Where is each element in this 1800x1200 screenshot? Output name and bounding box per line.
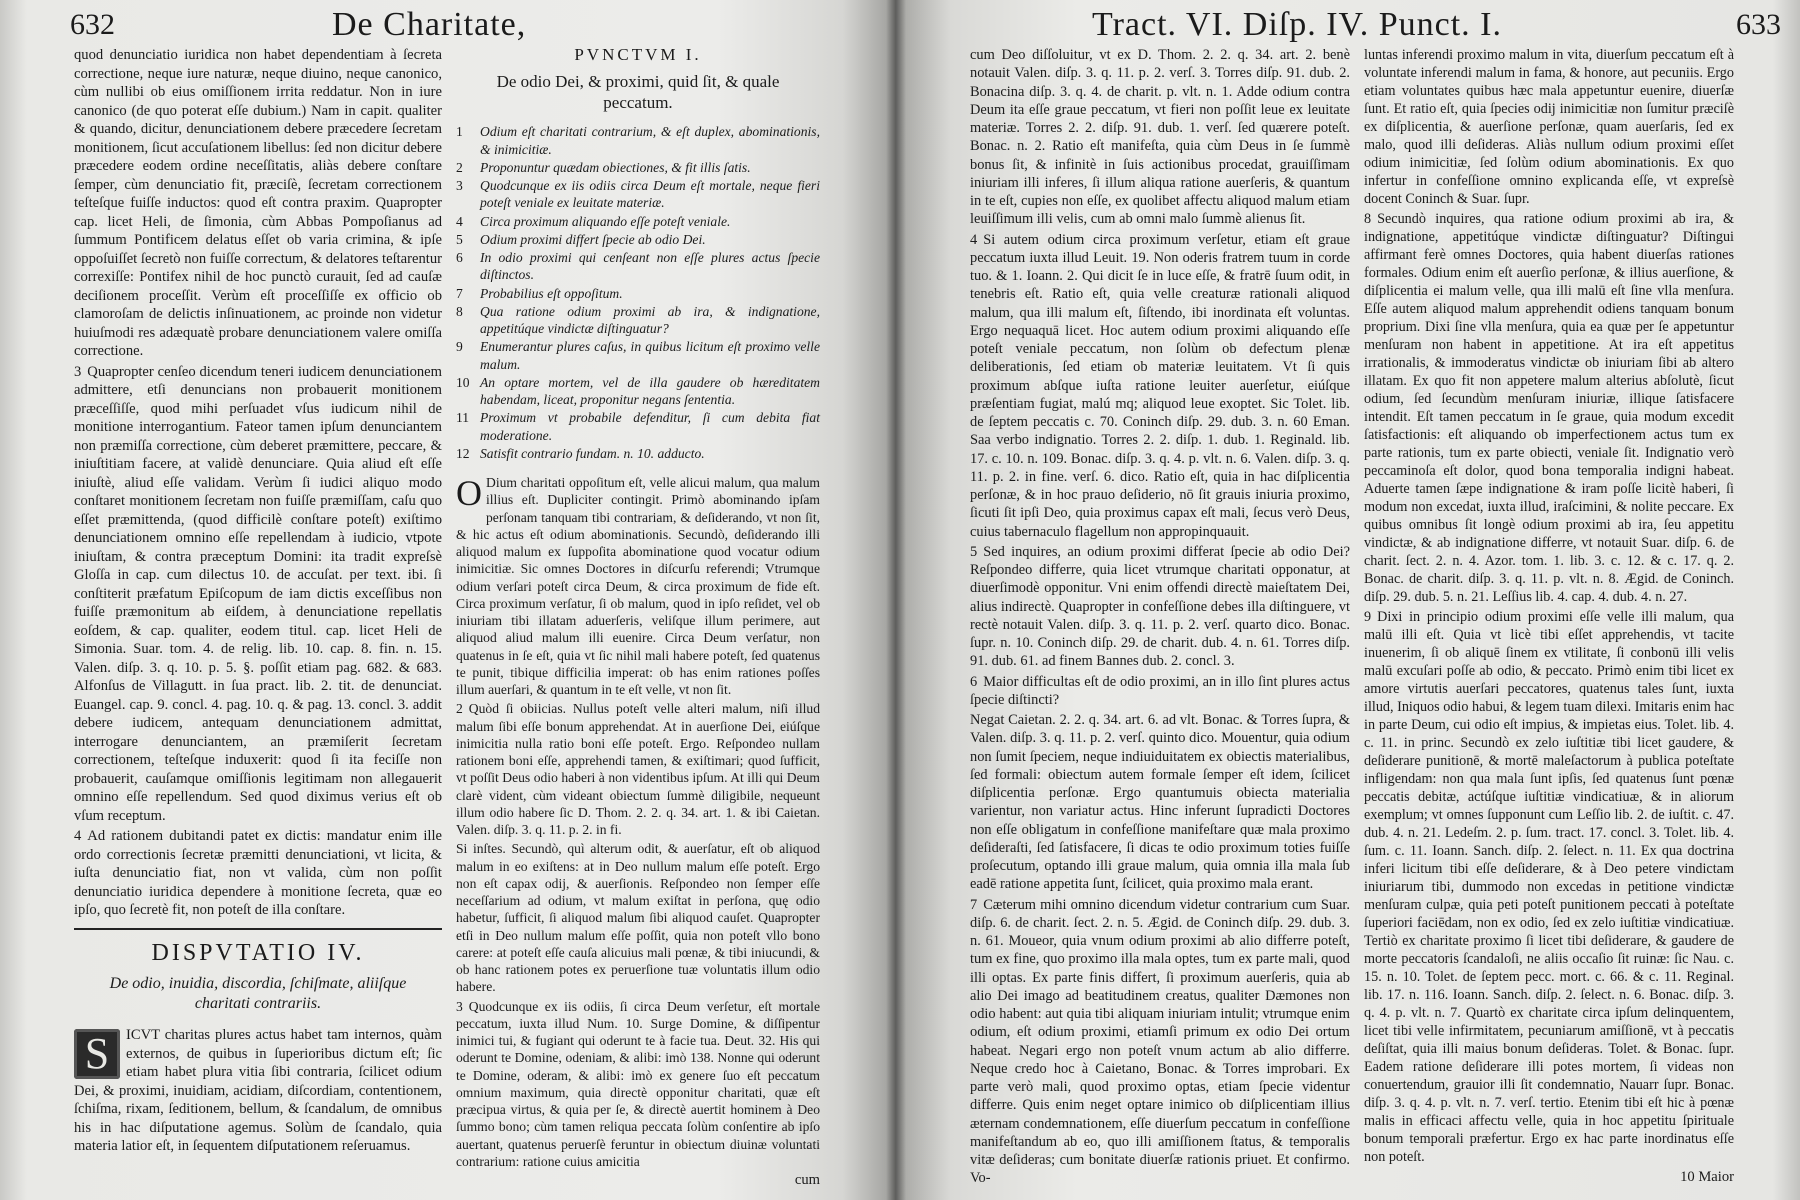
paragraph-number: 9 <box>1364 609 1372 625</box>
paragraph <box>74 46 442 361</box>
paragraph-text: Quapropter cenſeo dicendum teneri iudicem denunciationem admittere, etſi denuncians non probauerit monitionem præceſſiſſe, quod mihi perſuadet vſus iudicum nihil de monitione interrogantium. Fateor tamen ipſum denunciantem non præmiſſa correctione, cùm deberet præmittere, peccare, & iniuſtitiam facere, at validè denunciare. Quia aliud eſt eſſe iniuſtè, aliud eſſe validam. Verùm ſi iudici aliquo modo conſtaret monitionem ſecretam non fuiſſe præmiſſam, caſu quo eſſet præmittenda, (quod difficilè conſtare poteſt) exiſtimo denunciationem omnino eſſe repellendam à iudicio, vtpote iniuſtam, & contra præceptum Domini: ita tradit expreſsè Gloſſa in cap. cum dilectus 10. de accuſat. per text. ibi. ſi conſtiterit præfatum Epiſcopum de iam dictis exceſſibus non fuiſſe præmonitum ab eiſdem, à denunciatione repellatis eoſdem, & cap. qualiter, eodem titul. cap. licet Heli de Simonia. Suar. tom. 4. de relig. lib. 10. cap. 8. fin. n. 15. Valen. diſp. 3. q. 10. p. 5. §. poſſit etiam pag. 682. & 683. Alfonſus de Villagutt. in ſua pract. lib. 2. tit. de denunciat. Euangel. cap. 9. concl. 4. pag. 10. q. & pag. 13. concl. 3. addit debere iudicem, antequam denunciationem admittat, interrogare denunciantem, an præmiſerit ſecretam correctionem, teſteſque induxerit: quod ſi ita feciſſe non probauerit, cauſamque omiſſionis legitimam non allegauerit omnino eſſe repellendum. Sed quod diximus verius eſt ob vſum receptum. <box>74 363 442 824</box>
paragraph-text: ICVT charitas plures actus habet tam internos, quàm externos, de quibus in ſuperioribus dictum eſt; ſic etiam habet plura vitia ſibi contraria, ſcilicet odium Dei, & proximi, inuidiam, acidiam, diſcordiam, contentionem, ſchiſma, rixam, ſeditionem, bellum, & ſcandalum, de omnibus his in hac diſputatione agemus. Solùm de ſcandalo, quia materia latior eſt, in ſequentem diſputationem reſeruamus. <box>74 1027 442 1154</box>
summary-item-text: Proximum vt probabile defenditur, ſi cum debita fiat moderatione. <box>480 410 820 443</box>
catchword-text: Maior <box>1698 1169 1734 1185</box>
summary-item-text: Odium eſt charitati contrarium, & eſt duplex, abominationis, & inimicitiæ. <box>480 124 820 157</box>
initial-letter: O <box>456 473 482 513</box>
summary-item <box>456 303 820 338</box>
summary-item-number: 9 <box>456 339 463 355</box>
right-column-2 <box>1364 46 1734 1186</box>
right-page <box>896 0 1800 1200</box>
page-number-left: 632 <box>70 8 115 41</box>
disputatio-title: DISPVTATIO IV. <box>151 939 365 966</box>
paragraph-number: 6 <box>970 673 978 690</box>
running-head-left: De Charitate, <box>332 6 527 43</box>
paragraph <box>970 896 1350 1188</box>
paragraph-text: Negat Caietan. 2. 2. q. 34. art. 6. ad vlt. Bonac. & Torres ſupra, & Valen. diſp. 3. q. 11. p. 2. verſ. quinto dico. Mouentur, quia odium non ſumit ſpeciem, neque indiuiduitatem ex obiectis materialibus, ſed formali: obiectum autem formale ſemper eſt idem, ſcilicet diſplicentia perſonæ. Ergo quantumuis obiecta materialia varientur, non variatur actus. Hinc inferunt ſupradicti Doctores non eſſe obligatum in confeſſione manifeſtare quæ mala proximo deſideraſti, ſed ſatisfacere, ſi dicas te odio proximum toties fuiſſe proſecutum, optando illi graue malum, quia omnia illa mala ſub eadē ratione appetita ſunt, ſcilicet, quia proximo mala erant. <box>970 712 1350 893</box>
left-page <box>0 0 896 1200</box>
intro-paragraph <box>74 1026 442 1156</box>
paragraph-text: Cæterum mihi omnino dicendum videtur contrarium cum Suar. diſp. 6. de charit. ſect. 2. n. 5. Ægid. de Coninch diſp. 29. dub. 3. n. 61. Moueor, quia vnum odium proximi ab alio differre poteſt, tum ex fine, quo proximo illa mala optes, tum ex parte mali, quod illi optas. Ex parte finis differt, ſi proximum auerſeris, quia ab alio Dei imago ad beatitudinem creatus, qualiter Dæmones non odio habent: aut quia tibi aliquam iniuriam intulit; vtrumque enim odium, eſt odium proximi, etiamſi primum ex odio Dei ortum habeat. Negari ergo non poteſt vnum actum ab alio differre. Neque credo hoc à Caietano, Bonac. & Torres improbari. Ex parte verò mali, quod proximo optas, etiam ſpecie videntur differre. Quis enim neget optare inimico ob diſplicentiam illius æternam condemnationem, eſſe diuerſum peccatum in confeſſione manifeſtandum ab eo, quo illi amiſſionem ſtatus, & temporalis vitæ deſideras; cum bonitate diuerſæ rationis priuet. Et confirmo. Vo- <box>970 896 1350 1187</box>
paragraph-number: 8 <box>1364 211 1372 227</box>
paragraph-number: 7 <box>970 896 978 913</box>
paragraph <box>970 543 1350 671</box>
paragraph-text: Secundò inquires, qua ratione odium proximi ab ira, & indignatione, appetitúque vindictæ diſtinguatur? Diſtingui affirmant ferè omnes Doctores, quia habent diuerſas rationes formales. Odium enim eſt auerſio perſonæ, & illius auerſione, & diſplicentia ei malum velle, qua illi malū eſt ſine vlla menſura. Eſſe autem aliquod malum apprehendit odiens tanquam bonum proprium. Dixi ſine vlla menſura, quia ea quæ per ſe appetuntur menſuram non habent in appetitione. At ira eſt appetitus irrationalis, & immoderatus vindictæ ob iniuriam ſibi ab altero illatam. Ex quo fit non appetere malum alterius abſolutè, ſicut odium, ſed ſecundùm menſuram iniuriæ, illique ſatisfacere intendit. Eſt tamen peccatum in ſe graue, quia modum excedit ſatisfactionis: eſt aliquando ob imperfectionem actus tum ex parte rationis, tum ex parte obiecti, veniale ſit. Indignatio verò peccaminoſa eſt dolor, quod bona temporalia indigni habeat. Aduerte tamen ſæpe indignatione & iram poſſe licitè haberi, ſi modum non excedat, iuxta illud, iraſcimini, & nolite peccare. Ex quibus omnibus ſit longè odium proximi ab ira, ſeu appetitu vindictæ, & ab indignatione differre, vt notauit Suar. diſp. 6. de charit. ſect. 2. n. 4. Azor. tom. 1. lib. 3. c. 12. & c. 17. q. 2. Bonac. de charit. diſp. 3. q. 11. p. vlt. n. 8. Ægid. de Coninch. diſp. 29. dub. 5. n. 21. Leſſius lib. 4. cap. 4. dub. 4. n. 27. <box>1364 211 1734 605</box>
catchword-number: 10 <box>1680 1169 1695 1185</box>
paragraph-text: Dixi in principio odium proximi eſſe velle illi malum, qua malū illi eſt. Quia vt licè tibi eſſet apprehendis, vt tacite inuenerim, ſi ob aliquē ſinem ex vtilitate, ſi conbonū illi velis malū excuſari poſſe ab odio, & peccato. Primò enim tibi licet ex amore virtutis auerſari peccatores, quatenus tales ſunt, iuxta illud, Iniquos odio habui, & legem tuam dilexi. Imitaris enim hac in parte Deum, cui odio eſt impius, & impietas eius. Tolet. lib. 4. c. 11. in princ. Secundò ex zelo iuſtitiæ tibi licet gaudere, & deſiderare punitionē, & mortē maleſactorum à publica poteſtate infligendam: non qua mala ſunt ipſis, ſed quatenus ſunt pœnæ peccatis debitæ, actúſque iuſtitiæ vindicatiuæ, & in aliorum exemplum; vt omnes ſupponunt cum Leſſio lib. 2. de iuſtit. c. 47. dub. 4. n. 21. Ledeſm. 2. p. ſum. tract. 17. concl. 3. Tolet. lib. 4. ſum. c. 11. Ioann. Sanch. diſp. 2. ſelect. n. 11. Ex qua doctrina inferi licitum tibi eſſe deſiderare, & à Deo petere vindictam iniuriarum tibi, dummodo non excedas in petitione vindictæ menſuram culpæ, quia peti poteſt punitionem peccati à poteſtate ſuperiori faciēdam, non ex odio, ſed ex zelo iuſtitiæ vindicatiuæ. Tertiò ex charitate proximo ſi licet tibi deſiderare, & gaudere de morte peccatoris ſcandaloſi, ne aliis occaſio ſit ruinæ: ſic Nau. c. 15. n. 10. Tolet. de ſeptem pecc. mort. c. 66. & c. 11. Reginal. lib. 17. n. 116. Ioann. Sanch. diſp. 2. ſelect. n. 6. Bonac. diſp. 3. q. 4. p. vlt. n. 7. Quartò ex charitate circa ipſum delinquentem, licet tibi velle infirmitatem, pecuniarum amiſſionē, vt à peccatis deſiſtat, quia illi maius bonum deſideras. Tolet. & Bonac. ſupr. Eadem ratione deſiderare illi potes mortem, ſi videas non conuertendum, grauior illi ſit condemnatio, Nauarr ſupr. Bonac. diſp. 3. q. 4. p. vlt. n. 7. verſ. tertio. Etenim tibi eſt hic à pœnæ malis in efficaci affectu velle, quia in hoc appetitu ſpirituale bonum temporali præfertur. Ergo ex hac parte inordinatus eſſe non poteſt. <box>1364 609 1734 1165</box>
paragraph <box>970 231 1350 541</box>
summary-item <box>456 338 820 373</box>
summary-item-text: Satisfit contrario fundam. n. 10. adducto. <box>480 445 705 461</box>
summary-item <box>456 249 820 284</box>
paragraph-text: Quodcunque ex iis odiis, ſi circa Deum verſetur, eſt mortale peccatum, iuxta illud Num. 10. Surge Domine, & diſſipentur inimici tui, & fugiant qui oderunt te à facie tua. Deut. 32. His qui oderunt te Domine, odeniam, & alibi: imò 138. Nonne qui oderunt te Domine, oderam, & alibi: imò ex genere ſuo eſt peccatum omnium maximum, quia directè opponitur charitati, quæ eſt præcipua virtus, & quia per ſe, & directè auertit hominem à Deo ſummo bono; cùm tamen reliqua peccata ſolùm conſentire ab ipſo auertant, quatenus peruerſè feruntur in obiectum diuinæ voluntati contrarium: ratione cuius amicitia <box>456 998 820 1169</box>
paragraph <box>456 840 820 995</box>
paragraph <box>456 700 820 838</box>
paragraph-text: Dium charitati oppoſitum eſt, velle alicui malum, qua malum illius eſt. Dupliciter contingit. Primò abominando ipſam perſonam tanquam tibi contrariam, & deſiderando, vt non ſit, & hic actus eſt odium abominationis. Secundò, deſiderando illi aliquod malum ex ſuppoſita abominatione quod vocatur odium inimicitiæ. Sic omnes Doctores in diſcurſu referendi; Vtrumque odium verſari poteſt circa Deum, & circa proximum de fide eſt. Circa proximum verſatur, ſi ob malum, quod in ipſo reſidet, vel ob iniuriam tibi illatam aduerſeris, veliſque illum perimere, aut aliquod aliud malum illi euenire. Circa Deum verſatur, non quatenus in ſe eſt, quia vt ſic nihil mali habere poteſt, ſed quatenus te punit, tibique difficilia imperat: ob has enim rationes poſſes illum auerſari, & quantum in te eſt velle, vt non ſit. <box>456 475 820 697</box>
summary-list <box>456 123 820 462</box>
paragraph <box>1364 608 1734 1166</box>
summary-item <box>456 445 820 462</box>
paragraph <box>970 711 1350 894</box>
punctum-title: De odio Dei, & proximi, quid ſit, & quale peccatum. <box>496 72 780 113</box>
paragraph <box>1364 210 1734 606</box>
catchword: cum <box>794 1172 820 1188</box>
summary-item <box>456 123 820 158</box>
summary-item-number: 7 <box>456 285 463 301</box>
summary-item-text: Proponuntur quædam obiectiones, & fit illis ſatis. <box>480 159 751 175</box>
paragraph-text: Si inſtes. Secundò, quì alterum odit, & auerſatur, eſt ob aliquod malum in eo exiſtens: at in Deo nullum malum eſſe poteſt. Ergo non eſt capax odij, & auerſionis. Reſpondeo non ſemper eſſe neceſſarium ad odium, vt malum exiſtat in perſona, quę odio habetur, ſufficit, ſi aliquod malum ſibi aliquod cauſet. Quapropter etſi in Deo nullum malum eſſe poſſit, quia non poteſt vllo bono carere: at poteſt eſſe cauſa alicuius mali pœnæ, & tibi iniucundi, & ob hanc rationem potes ex peruerſione tuæ voluntatis illum odio habere. <box>456 841 820 995</box>
summary-item <box>456 177 820 212</box>
summary-item <box>456 213 820 230</box>
paragraph <box>74 363 442 826</box>
summary-item-text: Probabilius eſt oppoſitum. <box>480 285 623 301</box>
summary-item <box>456 374 820 409</box>
summary-item <box>456 409 820 444</box>
paragraph-text: cum Deo diſſoluitur, vt ex D. Thom. 2. 2. q. 34. art. 2. benè notauit Valen. diſp. 3. q. 11. p. 2. verſ. 3. Torres diſp. 91. dub. 2. Bonacina diſp. 3. q. 4. de charit. p. vlt. n. 1. Adde odium contra Deum ita eſſe graue peccatum, vt fieri non poſſit leue ex leuitate materiæ. Torres 2. 2. diſp. 91. dub. 1. verſ. ſed quærere poteſt. Bonac. n. 2. Ratio eſt manifeſta, quia cùm Deus in ſe ſummè bonus ſit, & infinitè in ſuis actionibus procedat, grauiſſimam iniuriam illi inferes, ſi illum aliqua ratione auerſeris, & quantum in te eſt, cupies non eſſe, ex quolibet affectu aliquod malum etiam leuiſſimum illi velis, cum ab omni malo ſummè alienus ſit. <box>970 47 1350 228</box>
catchword <box>1364 1168 1734 1186</box>
summary-item-number: 8 <box>456 303 463 319</box>
summary-item-text: Enumerantur plures caſus, in quibus licitum eſt proximo velle malum. <box>480 339 820 372</box>
paragraph-number: 5 <box>970 543 978 560</box>
punctum-heading: PVNCTVM I. <box>574 45 702 64</box>
paragraph-text: Sed inquires, an odium proximi differat ſpecie ab odio Dei? Reſpondeo differre, quia licet vtrumque charitati opponatur, at diuerſimodè opponitur. Vni enim offendi directè maieſtatem Dei, alius indirectè. Quapropter in confeſſione debes illa diſtinguere, vt rectè notauit Valen. diſp. 3. q. 11. p. 2. verſ. quarto dico. Bonac. ſupr. n. 10. Coninch diſp. 29. de charit. dub. 4. n. 61. Torres diſp. 91. dub. 61. ad finem Bannes dub. 2. concl. 3. <box>970 543 1350 670</box>
paragraph-text: Quòd ſi obiicias. Nullus poteſt velle alteri malum, niſi illud malum ſibi eſſe bonum apprehendat. At in auerſione Dei, eiúſque inimicitia nulla ratio boni eſſe poteſt. Ergo. Reſpondeo nullam rationem boni eſſe, apprehendi tamen, & exiſtimari; quod ſufficit, vt poſſit Deus odio haberi à non videntibus ipſum. At illi qui Deum clarè vident, cùm videant obiectum ſummè diligibile, nequeunt illum odio habere ſic D. Thom. 2. 2. q. 34. art. 1. & ibi Caietan. Valen. diſp. 3. q. 11. p. 2. in fi. <box>456 701 820 837</box>
section-rule <box>74 928 442 930</box>
summary-item-text: In odio proximi qui cenſeant non eſſe plures actus ſpecie diſtinctos. <box>480 250 820 283</box>
summary-item-number: 11 <box>456 410 470 426</box>
book-gutter-shadow <box>886 0 906 1200</box>
paragraph <box>74 827 442 920</box>
paragraph-number: 2 <box>456 701 463 717</box>
summary-item-number: 2 <box>456 159 463 175</box>
ornamental-initial: S <box>74 1029 120 1079</box>
summary-item-text: Qua ratione odium proximi ab ira, & indignatione, appetitúque vindictæ diſtinguatur? <box>480 303 820 336</box>
paragraph <box>970 673 1350 710</box>
summary-item-number: 6 <box>456 250 463 265</box>
disputatio-subtitle: De odio, inuidia, discordia, ſchiſmate, aliiſque charitati contrariis. <box>109 975 407 1012</box>
summary-item-text: Circa proximum aliquando eſſe poteſt veniale. <box>480 213 731 229</box>
page-number-right: 633 <box>1736 8 1781 41</box>
summary-item-text: Odium proximi differt ſpecie ab odio Dei. <box>480 231 706 247</box>
paragraph-text: luntas inferendi proximo malum in vita, diuerſum peccatum eſt à voluntate inferendi malum in fama, & honore, aut pecuniis. Ergo etiam voluntates quibus hæc mala appetuntur euenire, diuerſæ ſunt. Et ratio eſt, quia ſpecies odij inimicitiæ non ſumitur præciſè ex diſplicentia, & auerſione perſonæ, quam auerſaris, ſed ex malo, quod illi deſideras. Aliàs nullum odium proximi eſſet odium inimicitiæ, ſed ſolùm odium abominationis. Ex quo infertur in confeſſione omnino explicanda eſſe, vt expreſsè docent Coninch & Suar. ſupr. <box>1364 47 1734 207</box>
summary-item-number: 3 <box>456 178 463 193</box>
running-head-right: Tract. VI. Diſp. IV. Punct. I. <box>1092 6 1502 43</box>
summary-item-number: 5 <box>456 231 463 247</box>
summary-item-text: An optare mortem, vel de illa gaudere ob hæreditatem habendam, liceat, proponitur negans ſententia. <box>480 374 820 407</box>
paragraph-number: 3 <box>456 998 463 1014</box>
left-column-2 <box>456 46 820 1189</box>
paragraph-number: 4 <box>970 231 978 248</box>
paragraph <box>456 998 820 1171</box>
paragraph-text: Si autem odium circa proximum verſetur, etiam eſt graue peccatum iuxta illud Leuit. 19. Non oderis fratrem tuum in corde tuo. & 1. Ioann. 2. Qui dicit ſe in luce eſſe, & fratrē ſuum odit, in tenebris eſt. Ratio eſt, quia velle creaturæ rationali aliquod malum, qua illi malum eſt, ſiſtendo, ibi inordinata eſt voluntas. Ergo nequaquā licet. Hoc autem odium proximi aliquando eſſe poteſt veniale peccatum, non ſolùm ob defectum plenæ deliberationis, ſed etiam ob materiæ leuitatem. Vt ſi quis proximum abſque iuſta ratione leuiter auerſetur, eiúſque præſentiam fugiat, malú mq; aliquod leue exoptet. Sic Tolet. lib. de ſeptem peccatis c. 70. Coninch diſp. 29. dub. 3. n. 60 Eman. Saa verbo indignatio. Torres 2. 2. diſp. 1. dub. 1. Reginald. lib. 17. c. 10. n. 109. Bonac. diſp. 3. q. 4. p. vlt. n. 6. Valen. diſp. 3. q. 11. p. 2. in fine. verſ. 6. dico. Ratio eſt, quia in hac diſplicentia perſonæ, & in hoc prauo deſiderio, nō ſit grauis iniuria proximo, ſicuti ſit ipſi Deo, quia proximus capax eſt mali, ſecus verò Deus, cuius tabernaculo flagellum non appropinquauit. <box>970 231 1350 540</box>
summary-item-text: Quodcunque ex iis odiis circa Deum eſt mortale, neque fieri poteſt veniale ex leuitate materiæ. <box>480 178 820 211</box>
left-column-1 <box>74 46 442 1158</box>
paragraph-text: Maior difficultas eſt de odio proximi, an in illo ſint plures actus ſpecie diſtincti? <box>970 673 1350 708</box>
summary-item <box>456 159 820 176</box>
paragraph-text: Ad rationem dubitandi patet ex dictis: mandatur enim ille ordo correctionis ſecretæ præmitti denunciationi, vt licita, & iuſta denunciatio fiat, non vt valida, cùm non poſſit denunciatio iuridica dependere à monitione ſecreta, quæ eo ipſo, quo ſecretè fit, non poteſt de illa conſtare. <box>74 828 442 918</box>
paragraph <box>1364 46 1734 208</box>
paragraph-number: 3 <box>74 363 82 380</box>
right-column-1 <box>970 46 1350 1190</box>
summary-item-number: 10 <box>456 374 470 390</box>
summary-item-number: 1 <box>456 124 463 140</box>
paragraph <box>456 474 820 698</box>
paragraph <box>970 46 1350 229</box>
summary-item <box>456 285 820 302</box>
summary-item-number: 4 <box>456 213 463 229</box>
summary-item-number: 12 <box>456 445 470 461</box>
paragraph-text: quod denunciatio iuridica non habet dependentiam à ſecreta correctione, neque iure naturæ, neque diuino, neque canonico, cùm nullibi ob eius omiſſionem irrita reddatur. Non in iure canonico (de quo poterat eſſe dubium.) Nam in capit. qualiter & quando, dicitur, denunciationem debere præcedere ſecretam monitionem, ſicut accuſationem libellus: ſed non dicitur debere præcedere eodem ordine neceſſitatis, aliàs debere conſtare ſemper, cùm denunciatio fit, præciſè, ſecretam correctionem teſteſque fuiſſe inductos: quod eſt contra praxim. Quapropter cap. licet Heli, de ſimonia, cùm Abbas Pompoſianus ad ſummum Pontificem delatus eſſet ob varia crimina, & ipſe oppoſuiſſet ſecretò non fuiſſe correctum, & delatores teſtarentur correxiſſe: Pontifex nihil de hoc punctò curauit, ſed ad cauſæ deciſionem proceſſit. Verùm eſt proceſſiſſe ex officio ob clamoroſam de delictis inſinuationem, ac proinde non videtur huiuſmodi res adæquatè probare denunciationem valere omiſſa correctione. <box>74 47 442 359</box>
summary-item <box>456 231 820 248</box>
paragraph-number: 4 <box>74 828 82 844</box>
